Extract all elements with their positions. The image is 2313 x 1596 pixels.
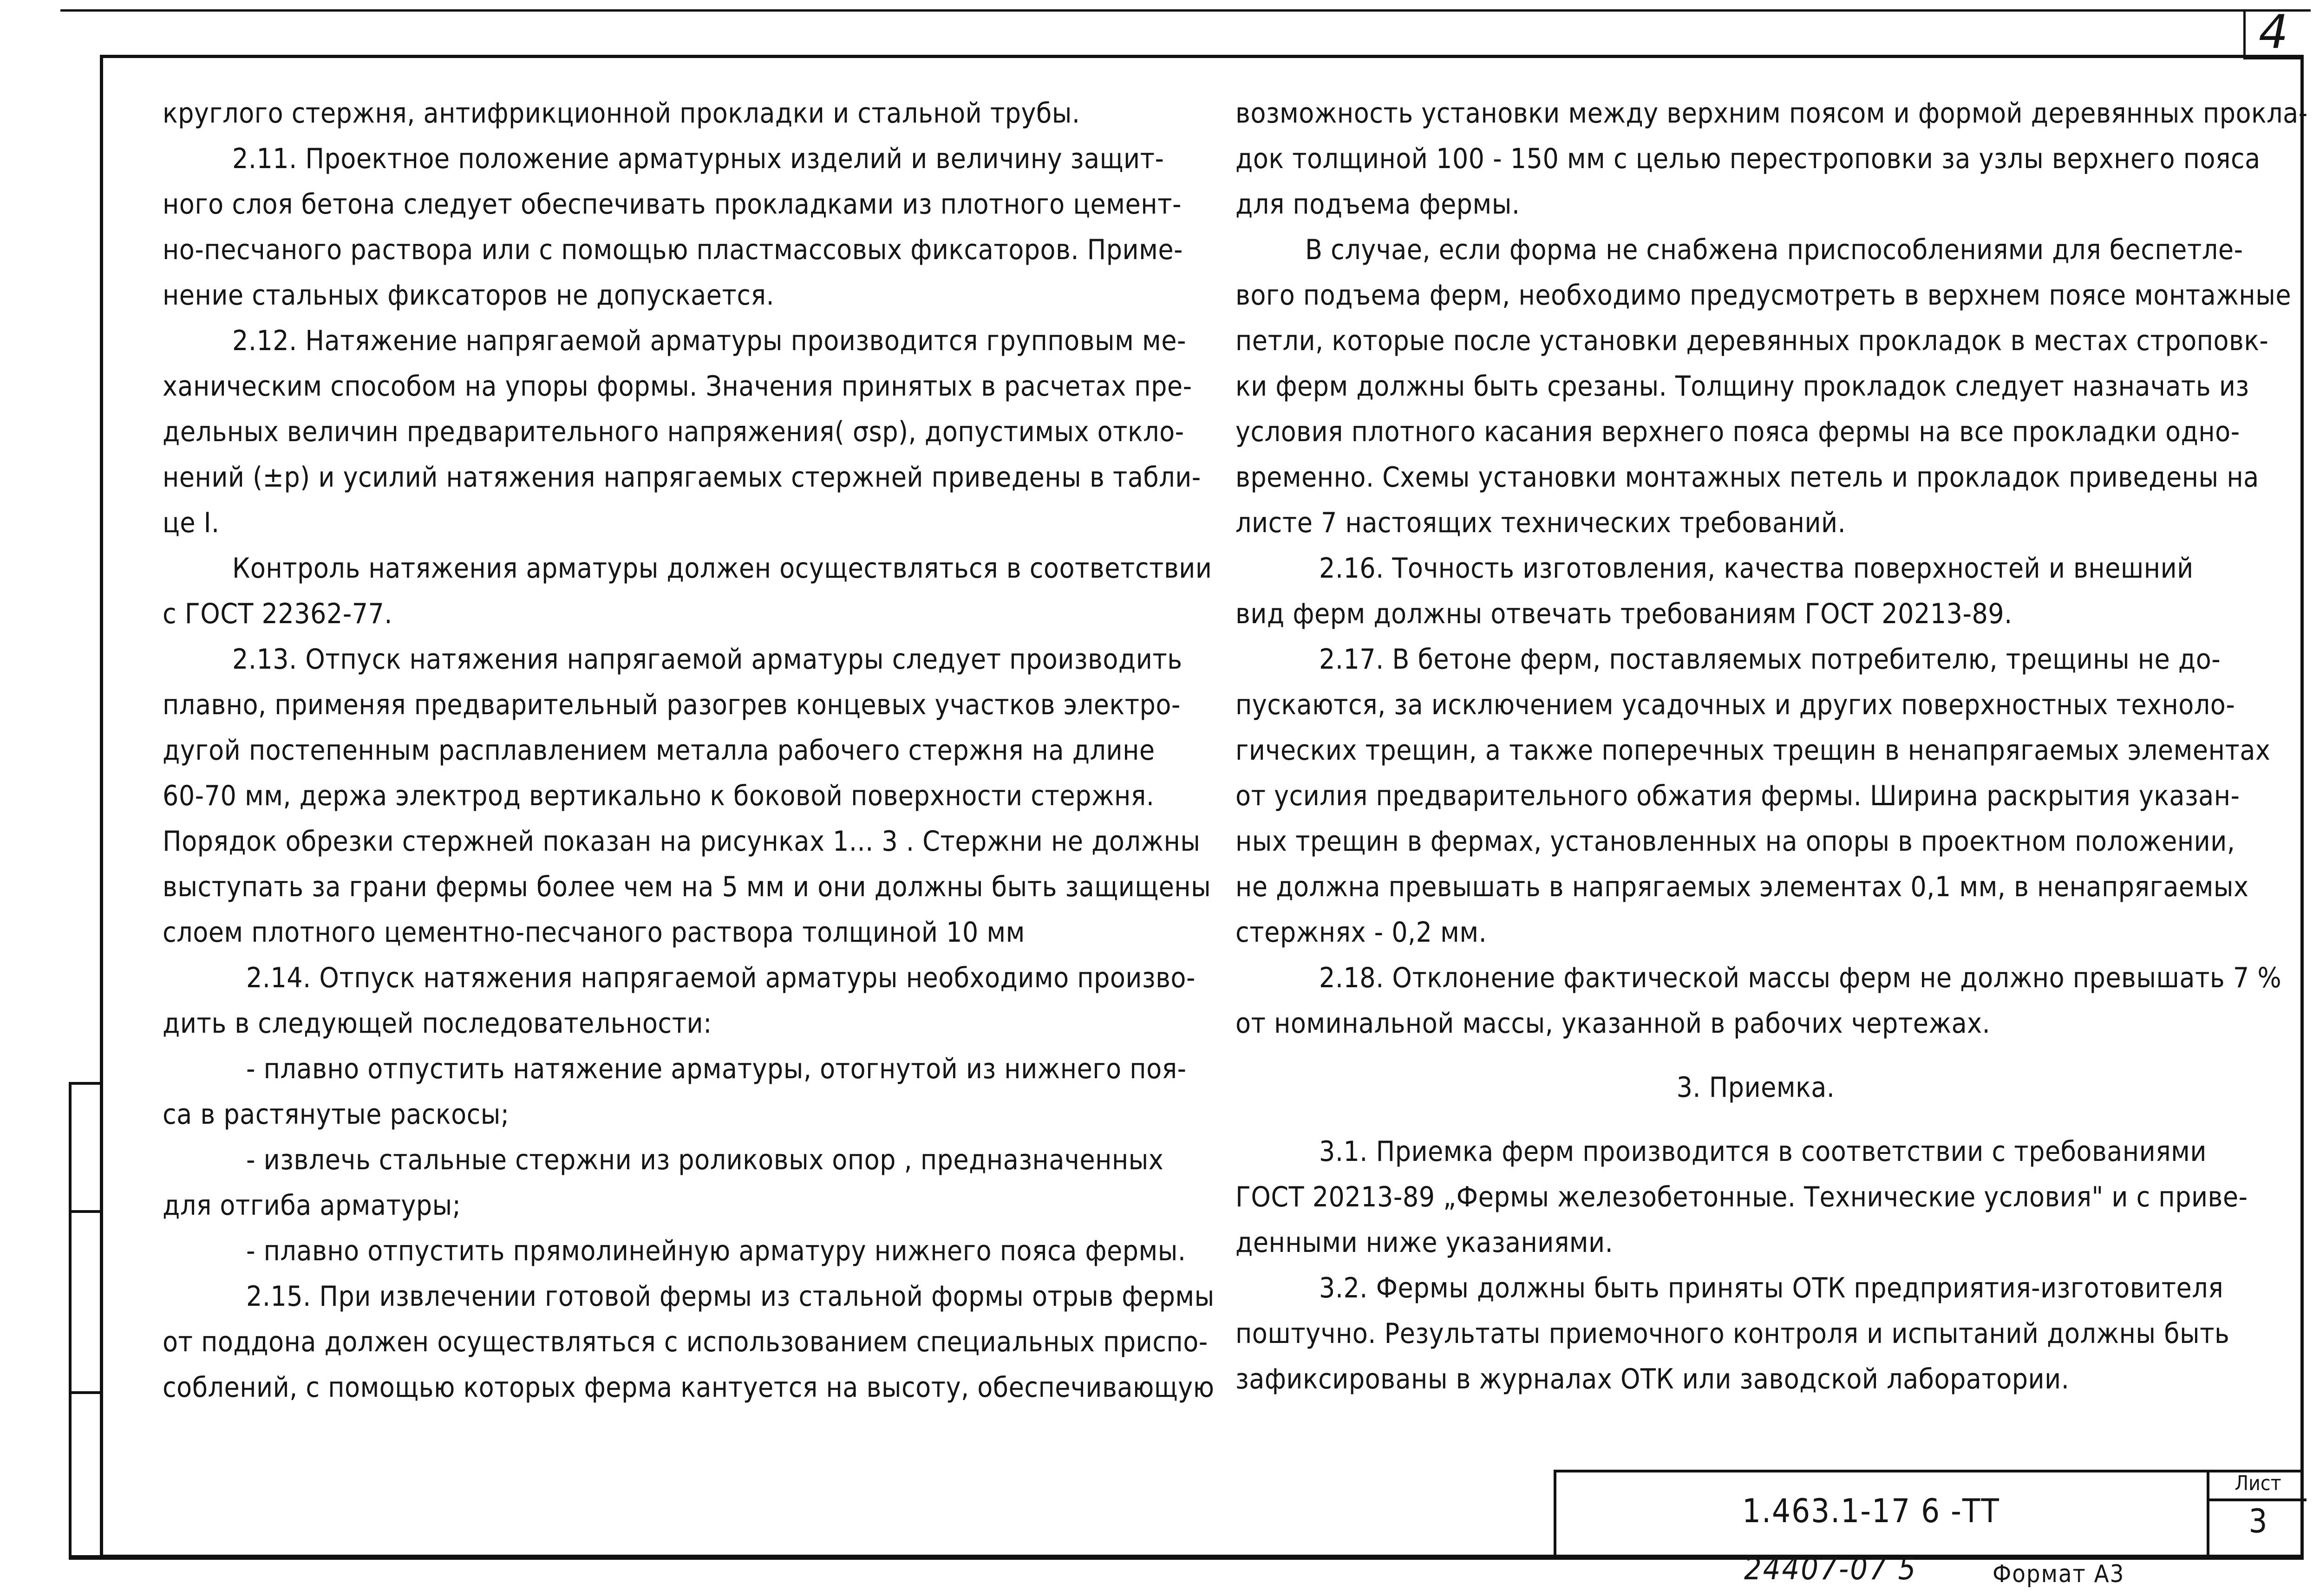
text-line: нение стальных фиксаторов не допускается.	[163, 279, 775, 312]
binding-strip-divider	[72, 1391, 103, 1394]
section-heading: 3. Приемка.	[1676, 1071, 1835, 1104]
format-label: Формат А3	[1993, 1560, 2125, 1588]
title-block	[1554, 1470, 2304, 1558]
text-line: дельных величин предварительного напряжения( σsp), допустимых откло-	[163, 416, 1184, 448]
text-line: поштучно. Результаты приемочного контроля и испытаний должны быть	[1235, 1317, 2230, 1350]
text-line: плавно, применяя предварительный разогрев концевых участков электро-	[163, 689, 1181, 721]
text-line: условия плотного касания верхнего пояса фермы на все прокладки одно-	[1235, 416, 2240, 448]
text-line: 2.13. Отпуск натяжения напрягаемой арматуры следует производить	[232, 643, 1183, 676]
sheet-number: 3	[2248, 1502, 2267, 1540]
text-line: 3.2. Фермы должны быть приняты ОТК предприятия-изготовителя	[1319, 1272, 2224, 1304]
text-line: В случае, если форма не снабжена приспособлениями для беспетле-	[1305, 234, 2243, 266]
text-line: 2.15. При извлечении готовой фермы из стальной формы отрыв фермы	[246, 1280, 1215, 1313]
sheet-label: Лист	[2209, 1470, 2306, 1501]
text-line: от номинальной массы, указанной в рабочих чертежах.	[1235, 1007, 1991, 1040]
text-line: дить в следующей последовательности:	[163, 1007, 712, 1040]
text-line: 3.1. Приемка ферм производится в соответствии с требованиями	[1319, 1135, 2207, 1168]
text-line: ного слоя бетона следует обеспечивать прокладками из плотного цемент-	[163, 188, 1182, 221]
text-line: но-песчаного раствора или с помощью пластмассовых фиксаторов. Приме-	[163, 234, 1183, 266]
text-line: - плавно отпустить прямолинейную арматуру нижнего пояса фермы.	[246, 1235, 1186, 1267]
text-line: 2.14. Отпуск натяжения напрягаемой арматуры необходимо произво-	[246, 962, 1196, 994]
page-corner-number: 4	[2259, 5, 2288, 59]
text-line: са в растянутые раскосы;	[163, 1098, 510, 1131]
text-line: ГОСТ 20213-89 „Фермы железобетонные. Технические условия" и с приве-	[1235, 1181, 2248, 1213]
text-line: - плавно отпустить натяжение арматуры, отогнутой из нижнего поя-	[246, 1053, 1187, 1085]
text-line: с ГОСТ 22362-77.	[163, 598, 393, 630]
text-line: стержнях - 0,2 мм.	[1235, 916, 1487, 949]
text-line: листе 7 настоящих технических требований.	[1235, 507, 1846, 539]
top-border-line	[60, 9, 2311, 12]
text-line: от усилия предварительного обжатия фермы. Ширина раскрытия указан-	[1235, 780, 2240, 812]
text-line: 2.16. Точность изготовления, качества поверхностей и внешний	[1319, 552, 2194, 585]
sheet-cell	[2207, 1470, 2306, 1558]
text-line: ханическим способом на упоры формы. Значения принятых в расчетах пре-	[163, 370, 1192, 403]
right-text-column	[1235, 91, 2308, 1402]
document-code: 1.463.1-17 6 -ТТ	[1742, 1492, 2000, 1530]
text-line: возможность установки между верхним поясом и формой деревянных прокла-	[1235, 97, 2308, 130]
text-line: дугой постепенным расплавлением металла рабочего стержня на длине	[163, 734, 1155, 767]
text-line: вид ферм должны отвечать требованиям ГОСТ 20213-89.	[1235, 598, 2012, 630]
text-line: временно. Схемы установки монтажных петель и прокладок приведены на	[1235, 461, 2259, 494]
text-line: 2.18. Отклонение фактической массы ферм не должно превышать 7 %	[1319, 962, 2282, 994]
text-line: 2.11. Проектное положение арматурных изделий и величину защит-	[232, 143, 1164, 175]
text-line: для отгиба арматуры;	[163, 1189, 461, 1222]
text-line: соблений, с помощью которых ферма кантуется на высоту, обеспечивающую	[163, 1371, 1215, 1404]
text-line: для подъема фермы.	[1235, 188, 1520, 221]
text-line: зафиксированы в журналах ОТК или заводской лаборатории.	[1235, 1363, 2070, 1395]
text-line: нений (±p) и усилий натяжения напрягаемых стержней приведены в табли-	[163, 461, 1201, 494]
text-line: 2.12. Натяжение напрягаемой арматуры производится групповым ме-	[232, 325, 1186, 357]
text-line: пускаются, за исключением усадочных и других поверхностных техноло-	[1235, 689, 2235, 721]
text-line: гических трещин, а также поперечных трещин в ненапрягаемых элементах	[1235, 734, 2271, 767]
text-line: ки ферм должны быть срезаны. Толщину прокладок следует назначать из	[1235, 370, 2249, 403]
text-line: петли, которые после установки деревянных прокладок в местах строповк-	[1235, 325, 2269, 357]
text-line: вого подъема ферм, необходимо предусмотреть в верхнем поясе монтажные	[1235, 279, 2292, 312]
text-line: ных трещин в фермах, установленных на опоры в проектном положении,	[1235, 825, 2235, 858]
binding-strip-divider	[72, 1210, 103, 1213]
text-line: круглого стержня, антифрикционной прокладки и стальной трубы.	[163, 97, 1080, 130]
text-line: выступать за грани фермы более чем на 5 мм и они должны быть защищены	[163, 871, 1211, 903]
text-line: не должна превышать в напрягаемых элементах 0,1 мм, в ненапрягаемых	[1235, 871, 2249, 903]
text-line: 60-70 мм, держа электрод вертикально к боковой поверхности стержня.	[163, 780, 1155, 812]
binding-strip	[69, 1082, 103, 1558]
text-line: от поддона должен осуществляться с использованием специальных приспо-	[163, 1326, 1208, 1358]
text-line: це I.	[163, 507, 220, 539]
text-line: док толщиной 100 - 150 мм с целью перестроповки за узлы верхнего пояса	[1235, 143, 2261, 175]
text-line: слоем плотного цементно-песчаного раствора толщиной 10 мм	[163, 916, 1025, 949]
text-line: 2.17. В бетоне ферм, поставляемых потребителю, трещины не до-	[1319, 643, 2221, 676]
text-line: денными ниже указаниями.	[1235, 1226, 1614, 1259]
text-line: - извлечь стальные стержни из роликовых опор , предназначенных	[246, 1144, 1164, 1176]
bottom-border-line	[69, 1557, 2304, 1560]
text-line: Контроль натяжения арматуры должен осуществляться в соответствии	[232, 552, 1212, 585]
inventory-number: 24407-07 5	[1744, 1551, 1917, 1587]
left-text-column	[163, 91, 1215, 1410]
page-corner-box	[2243, 5, 2304, 59]
text-line: Порядок обрезки стержней показан на рисунках 1... 3 . Стержни не должны	[163, 825, 1201, 858]
